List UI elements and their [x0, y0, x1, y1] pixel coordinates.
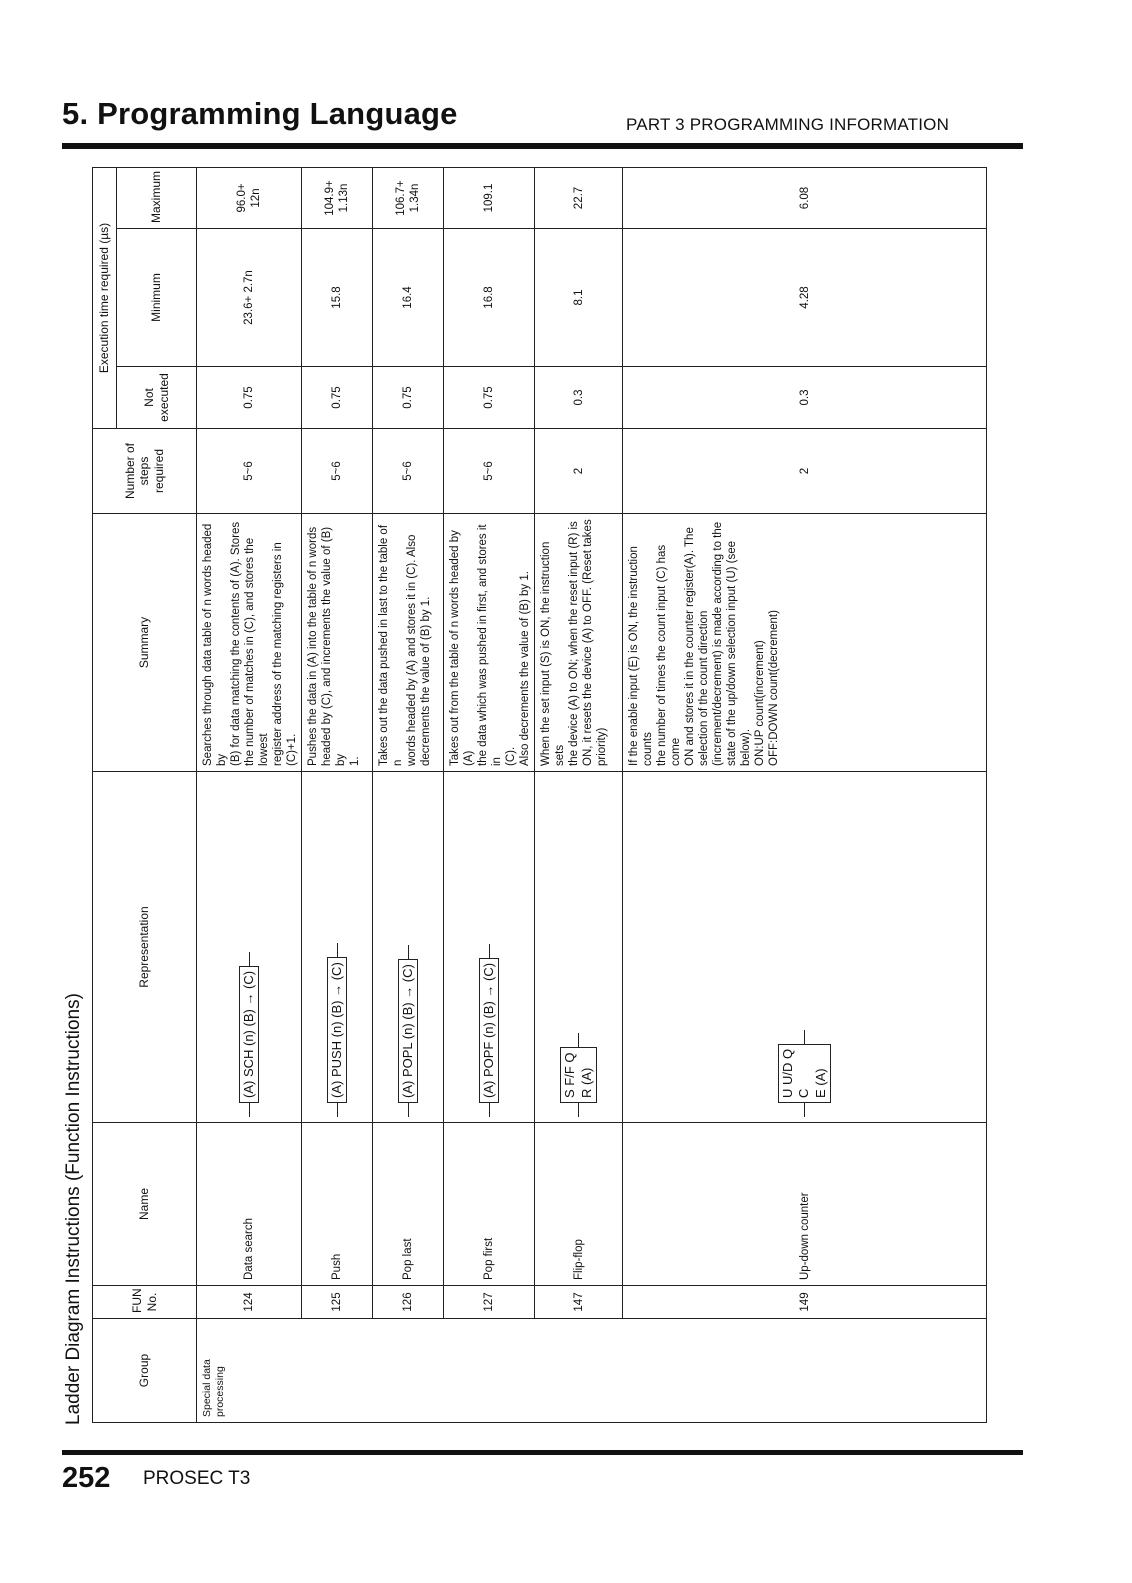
summary-line: When the set input (S) is ON, the instruction sets	[540, 541, 567, 766]
summary-line: register address of the matching registers in (C)+1.	[272, 542, 299, 766]
name-cell: Pop first	[444, 1123, 535, 1286]
summary-line: the number of times the count input (C) has come	[656, 544, 683, 766]
minimum-cell: 16.4	[373, 229, 444, 367]
flip-flop-box	[560, 1048, 597, 1104]
instruction-box: (A) POPL (n) (B) → (C)	[398, 959, 418, 1103]
page-title: 5. Programming Language	[62, 96, 458, 131]
header-group: Group	[93, 1319, 197, 1423]
table-row	[623, 167, 987, 1422]
steps-cell: 5~6	[373, 429, 444, 514]
representation-cell	[623, 772, 987, 1123]
table-row	[444, 167, 535, 1422]
section-title: Ladder Diagram Instructions (Function Instructions)	[63, 993, 84, 1425]
name-cell: Flip-flop	[535, 1123, 623, 1286]
summary-line: words headed by (A) and stores it in (C). Also	[406, 534, 419, 766]
not-executed-cell: 0.75	[373, 367, 444, 429]
bottom-rule	[62, 1450, 1023, 1455]
header-minimum: Minimum	[117, 229, 197, 367]
not-executed-cell: 0.3	[535, 367, 623, 429]
summary-cell	[197, 514, 302, 772]
instruction-box: (A) SCH (n) (B) → (C)	[239, 966, 259, 1103]
instruction-box: (A) PUSH (n) (B) → (C)	[327, 957, 347, 1103]
maximum-cell: 96.0+ 12n	[197, 167, 302, 228]
representation-cell	[444, 772, 535, 1123]
maximum-cell: 106.7+ 1.34n	[373, 167, 444, 228]
name-cell: Up-down counter	[623, 1123, 987, 1286]
summary-line: the device (A) to ON; when the reset input (R) is	[568, 521, 581, 766]
fun-no-cell: 149	[623, 1286, 987, 1319]
not-executed-cell: 0.75	[302, 367, 373, 429]
not-executed-cell: 0.75	[444, 367, 535, 429]
summary-line: (C).	[505, 746, 518, 766]
summary-line: ON and stores it in the counter register(A). The	[684, 527, 697, 766]
header-summary: Summary	[93, 514, 197, 772]
summary-line: Also decrements the value of (B) by 1.	[519, 571, 532, 766]
summary-line: priority)	[596, 727, 609, 766]
header-steps: Number of steps required	[93, 429, 197, 514]
summary-line: ON, it resets the device (A) to OFF. (Reset takes	[582, 519, 595, 766]
summary-line: Pushes the data in (A) into the table of n words	[307, 526, 320, 766]
table-row	[373, 167, 444, 1422]
box-line: E (A)	[812, 1068, 828, 1098]
steps-cell: 2	[623, 429, 987, 514]
box-line: R (A)	[578, 1067, 594, 1098]
header-fun-no: FUN No.	[93, 1286, 197, 1319]
representation-cell	[197, 772, 302, 1123]
instruction-table-wrapper	[92, 168, 987, 1423]
counter-box	[778, 1044, 831, 1103]
summary-line: the number of matches in (C), and stores the lowest	[244, 537, 271, 766]
maximum-cell: 104.9+ 1.13n	[302, 167, 373, 228]
not-executed-cell: 0.3	[623, 367, 987, 429]
summary-line: (increment/decrement) is made according to the	[712, 521, 725, 766]
group-cell: Special data processing	[197, 1319, 987, 1423]
header-not-executed: Not executed	[117, 367, 197, 429]
representation-cell	[373, 772, 444, 1123]
representation-cell	[302, 772, 373, 1123]
minimum-cell: 4.28	[623, 229, 987, 367]
summary-line: (B) for data matching the contents of (A). Stores	[230, 521, 243, 766]
maximum-cell: 22.7	[535, 167, 623, 228]
header-maximum: Maximum	[117, 167, 197, 228]
summary-line: Takes out the data pushed in last to the table of n	[378, 524, 405, 766]
name-cell: Push	[302, 1123, 373, 1286]
fun-no-cell: 125	[302, 1286, 373, 1319]
name-cell: Data search	[197, 1123, 302, 1286]
steps-cell: 5~6	[444, 429, 535, 514]
representation-cell	[535, 772, 623, 1123]
summary-line: ON:UP count(increment)	[754, 640, 767, 766]
box-line: C	[796, 1088, 812, 1098]
summary-cell	[444, 514, 535, 772]
instruction-box: (A) POPF (n) (B) → (C)	[479, 958, 499, 1103]
summary-line: below).	[740, 728, 753, 766]
name-cell: Pop last	[373, 1123, 444, 1286]
minimum-cell: 15.8	[302, 229, 373, 367]
minimum-cell: 8.1	[535, 229, 623, 367]
minimum-cell: 16.8	[444, 229, 535, 367]
summary-line: state of the up/down selection input (U) (see	[726, 540, 739, 766]
summary-line: decrements the value of (B) by 1.	[420, 596, 433, 766]
summary-line: the data which was pushed in first, and stores it in	[477, 524, 504, 766]
fun-no-cell: 124	[197, 1286, 302, 1319]
summary-cell	[302, 514, 373, 772]
top-rule	[62, 143, 1023, 149]
summary-line: headed by (C), and increments the value of (B) by	[321, 526, 348, 766]
header-representation: Representation	[93, 772, 197, 1123]
summary-cell	[373, 514, 444, 772]
fun-no-cell: 127	[444, 1286, 535, 1319]
header-name: Name	[93, 1123, 197, 1286]
box-line: U U/D Q	[780, 1048, 796, 1098]
summary-line: If the enable input (E) is ON, the instruction counts	[628, 546, 655, 766]
table-row	[197, 167, 302, 1422]
fun-no-cell: 126	[373, 1286, 444, 1319]
summary-line: 1.	[349, 756, 362, 766]
summary-line: Searches through data table of n words headed by	[202, 523, 229, 766]
table-row	[302, 167, 373, 1422]
fun-no-cell: 147	[535, 1286, 623, 1319]
table-row	[535, 167, 623, 1422]
box-line: S F/F Q	[562, 1052, 578, 1098]
product-name: PROSEC T3	[143, 1468, 251, 1489]
summary-cell	[535, 514, 623, 772]
summary-line: selection of the count direction	[698, 610, 711, 766]
steps-cell: 5~6	[197, 429, 302, 514]
summary-line: Takes out from the table of n words headed by (A)	[449, 530, 476, 766]
maximum-cell: 6.08	[623, 167, 987, 228]
steps-cell: 2	[535, 429, 623, 514]
part-header: PART 3 PROGRAMMING INFORMATION	[626, 115, 950, 134]
minimum-cell: 23.6+ 2.7n	[197, 229, 302, 367]
instruction-table	[92, 167, 987, 1423]
header-exec-time: Execution time required (µs)	[93, 167, 117, 428]
page-number: 252	[62, 1462, 111, 1494]
summary-cell	[623, 514, 987, 772]
summary-line: OFF:DOWN count(decrement)	[768, 610, 781, 766]
maximum-cell: 109.1	[444, 167, 535, 228]
steps-cell: 5~6	[302, 429, 373, 514]
not-executed-cell: 0.75	[197, 367, 302, 429]
